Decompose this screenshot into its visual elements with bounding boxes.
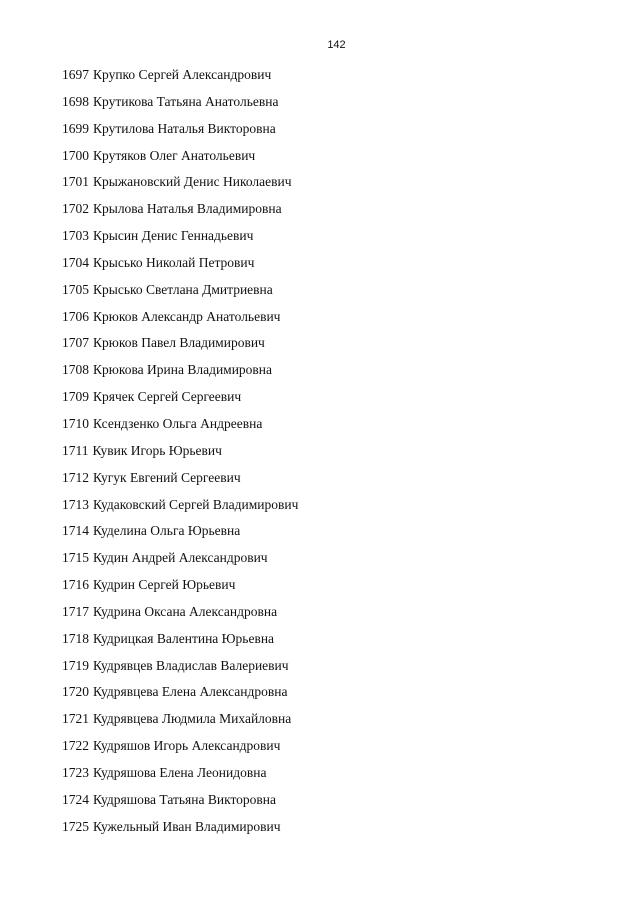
entry-name: Кудрявцева Людмила Михайловна xyxy=(93,711,292,727)
list-item xyxy=(62,656,298,683)
entry-name: Кудряшова Татьяна Викторовна xyxy=(93,791,277,807)
entry-number: 1698 xyxy=(62,93,89,109)
list-item xyxy=(62,65,298,92)
entry-number: 1710 xyxy=(62,415,89,431)
list-item xyxy=(62,280,298,307)
list-item xyxy=(62,548,298,575)
list-item xyxy=(62,682,298,709)
list-item xyxy=(62,414,298,441)
entry-number: 1697 xyxy=(62,67,89,82)
entry-number: 1723 xyxy=(62,764,89,780)
entry-name: Крысько Светлана Дмитриевна xyxy=(93,281,273,297)
entry-number: 1699 xyxy=(62,120,89,136)
entry-number: 1717 xyxy=(62,603,89,619)
entry-name: Куделина Ольга Юрьевна xyxy=(93,523,241,539)
page-number: 142 xyxy=(327,39,346,51)
list-item xyxy=(62,763,298,790)
list-item xyxy=(62,441,298,468)
entry-number: 1700 xyxy=(62,147,89,163)
list-item xyxy=(62,307,298,334)
entry-number: 1722 xyxy=(62,738,89,754)
entry-number: 1702 xyxy=(62,201,89,217)
entry-number: 1701 xyxy=(62,174,89,190)
list-item xyxy=(62,495,298,522)
entry-name: Кужельный Иван Владимирович xyxy=(93,818,281,834)
list-item xyxy=(62,602,298,629)
list-item xyxy=(62,119,298,146)
entry-number: 1715 xyxy=(62,550,89,566)
entry-name: Крыжановский Денис Николаевич xyxy=(93,174,292,190)
entry-name: Крупко Сергей Александрович xyxy=(93,67,272,82)
entry-number: 1714 xyxy=(62,523,89,539)
entry-name: Кудряшова Елена Леонидовна xyxy=(93,764,267,780)
entry-number: 1709 xyxy=(62,389,89,405)
entry-number: 1720 xyxy=(62,684,89,700)
entry-name: Крутилова Наталья Викторовна xyxy=(93,120,276,136)
list-item xyxy=(62,172,298,199)
entry-number: 1712 xyxy=(62,469,89,485)
entry-name: Крячек Сергей Сергеевич xyxy=(93,389,242,405)
entry-name: Крутяков Олег Анатольевич xyxy=(93,147,256,163)
entry-number: 1704 xyxy=(62,254,89,270)
entry-number: 1719 xyxy=(62,657,89,673)
entry-name: Кудаковский Сергей Владимирович xyxy=(93,496,299,512)
entry-name: Кудин Андрей Александрович xyxy=(93,550,268,566)
entry-number: 1707 xyxy=(62,335,89,351)
entry-name: Кудрявцев Владислав Валериевич xyxy=(93,657,289,673)
list-item xyxy=(62,468,298,495)
entry-number: 1718 xyxy=(62,630,89,646)
entry-number: 1705 xyxy=(62,281,89,297)
entry-name: Крюкова Ирина Владимировна xyxy=(93,362,273,378)
entry-number: 1703 xyxy=(62,228,89,244)
entry-number: 1724 xyxy=(62,791,89,807)
list-item xyxy=(62,736,298,763)
entry-list xyxy=(62,65,298,843)
list-item xyxy=(62,253,298,280)
entry-name: Кудрявцева Елена Александровна xyxy=(93,684,288,700)
list-item xyxy=(62,226,298,253)
list-item xyxy=(62,333,298,360)
list-item xyxy=(62,146,298,173)
entry-number: 1711 xyxy=(62,442,89,458)
entry-number: 1725 xyxy=(62,818,89,834)
entry-number: 1708 xyxy=(62,362,89,378)
entry-name: Крысько Николай Петрович xyxy=(93,254,255,270)
list-item xyxy=(62,629,298,656)
entry-name: Кувик Игорь Юрьевич xyxy=(92,442,222,458)
entry-name: Крутикова Татьяна Анатольевна xyxy=(93,93,279,109)
entry-name: Кудряшов Игорь Александрович xyxy=(93,738,281,754)
entry-name: Кудрина Оксана Александровна xyxy=(93,603,278,619)
entry-number: 1721 xyxy=(62,711,89,727)
list-item xyxy=(62,92,298,119)
list-item xyxy=(62,387,298,414)
list-item xyxy=(62,817,298,844)
list-item xyxy=(62,709,298,736)
list-item xyxy=(62,199,298,226)
entry-name: Крылова Наталья Владимировна xyxy=(93,201,282,217)
entry-name: Крюков Павел Владимирович xyxy=(93,335,265,351)
entry-number: 1716 xyxy=(62,577,89,593)
list-item xyxy=(62,790,298,817)
entry-number: 1713 xyxy=(62,496,89,512)
entry-name: Крысин Денис Геннадьевич xyxy=(93,228,254,244)
list-item xyxy=(62,575,298,602)
list-item xyxy=(62,360,298,387)
entry-name: Ксендзенко Ольга Андреевна xyxy=(93,415,263,431)
entry-name: Кудрицкая Валентина Юрьевна xyxy=(93,630,275,646)
list-item xyxy=(62,521,298,548)
entry-name: Крюков Александр Анатольевич xyxy=(93,308,281,324)
entry-name: Кугук Евгений Сергеевич xyxy=(93,469,241,485)
entry-name: Кудрин Сергей Юрьевич xyxy=(93,577,236,593)
entry-number: 1706 xyxy=(62,308,89,324)
